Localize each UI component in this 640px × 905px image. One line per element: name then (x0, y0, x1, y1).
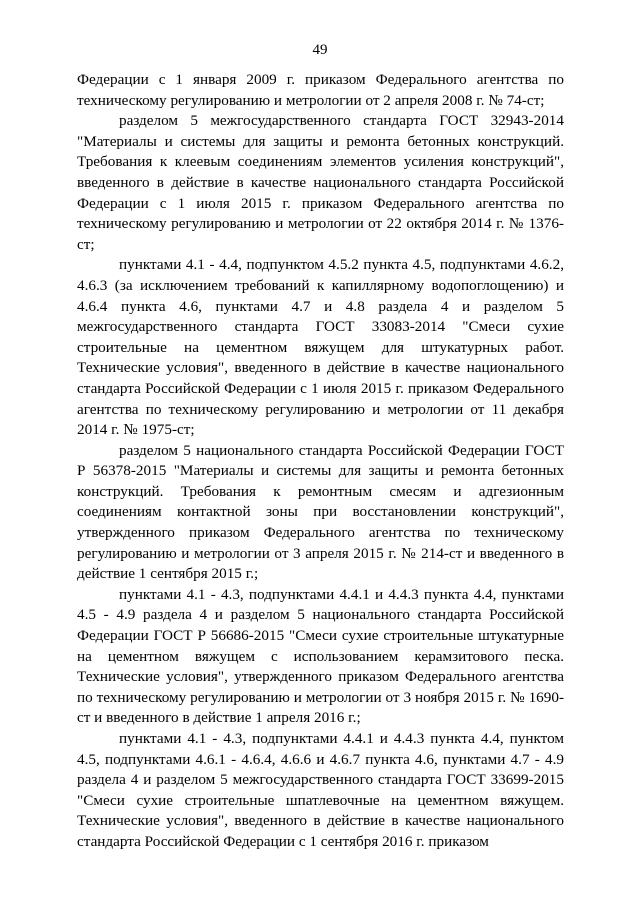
page-number: 49 (312, 42, 328, 58)
paragraph-gost-r-56686: пунктами 4.1 - 4.3, подпунктами 4.4.1 и 4.4.3 пункта 4.4, пунктами 4.5 - 4.9 раздела 4 и разделом 5 национального стандарта Российской Федерации ГОСТ Р 56686-2015 "Смеси сухие строительные штукатурные на цементном вяжущем с использованием керамзитового песка. Технические условия", утвержденного приказом Федерального агентства по техническому регулированию и метрологии от 3 ноября 2015 г. № 1690-ст и введенного в действие 1 апреля 2016 г.; (77, 585, 564, 727)
paragraph-gost-33083: пунктами 4.1 - 4.4, подпунктом 4.5.2 пункта 4.5, подпунктами 4.6.2, 4.6.3 (за исключением требований к капиллярному водопоглощению) и 4.6.4 пункта 4.6, пунктами 4.7 и 4.8 раздела 4 и разделом 5 межгосударственного стандарта ГОСТ 33083-2014 "Смеси сухие строительные на цементном вяжущем для штукатурных работ. Технические условия", введенного в действие в качестве национального стандарта Российской Федерации с 1 июля 2015 г. приказом Федерального агентства по техническому регулированию и метрологии от 11 декабря 2014 г. № 1975-ст; (77, 256, 564, 439)
paragraph-gost-33699: пунктами 4.1 - 4.3, подпунктами 4.4.1 и 4.4.3 пункта 4.4, пунктом 4.5, подпунктами 4.6.1 - 4.6.4, 4.6.6 и 4.6.7 пункта 4.6, пунктами 4.7 - 4.9 раздела 4 и разделом 5 межгосударственного стандарта ГОСТ 33699-2015 "Смеси сухие строительные шпатлевочные на цементном вяжущем. Технические условия", введенного в действие в качестве национального стандарта Российской Федерации с 1 сентября 2016 г. приказом (77, 730, 564, 850)
paragraph-gost-32943: разделом 5 межгосударственного стандарта ГОСТ 32943-2014 "Материалы и системы для защиты и ремонта бетонных конструкций. Требования к клеевым соединениям элементов усиления конструкций", введенного в действие в качестве национального стандарта Российской Федерации с 1 июля 2015 г. приказом Федерального агентства по техническому регулированию и метрологии от 22 октября 2014 г. № 1376-ст; (77, 112, 564, 253)
paragraph-gost-r-56378: разделом 5 национального стандарта Российской Федерации ГОСТ Р 56378-2015 "Материалы и системы для защиты и ремонта бетонных конструкций. Требования к ремонтным смесям и адгезионным соединениям контактной зоны при восстановлении конструкций", утвержденного приказом Федерального агентства по техническому регулированию и метрологии от 3 апреля 2015 г. № 214-ст и введенного в действие 1 сентября 2015 г.; (77, 441, 564, 583)
document-body (77, 70, 564, 853)
paragraph-continuation: Федерации с 1 января 2009 г. приказом Федерального агентства по техническому регулированию и метрологии от 2 апреля 2008 г. № 74-ст; (77, 71, 564, 109)
